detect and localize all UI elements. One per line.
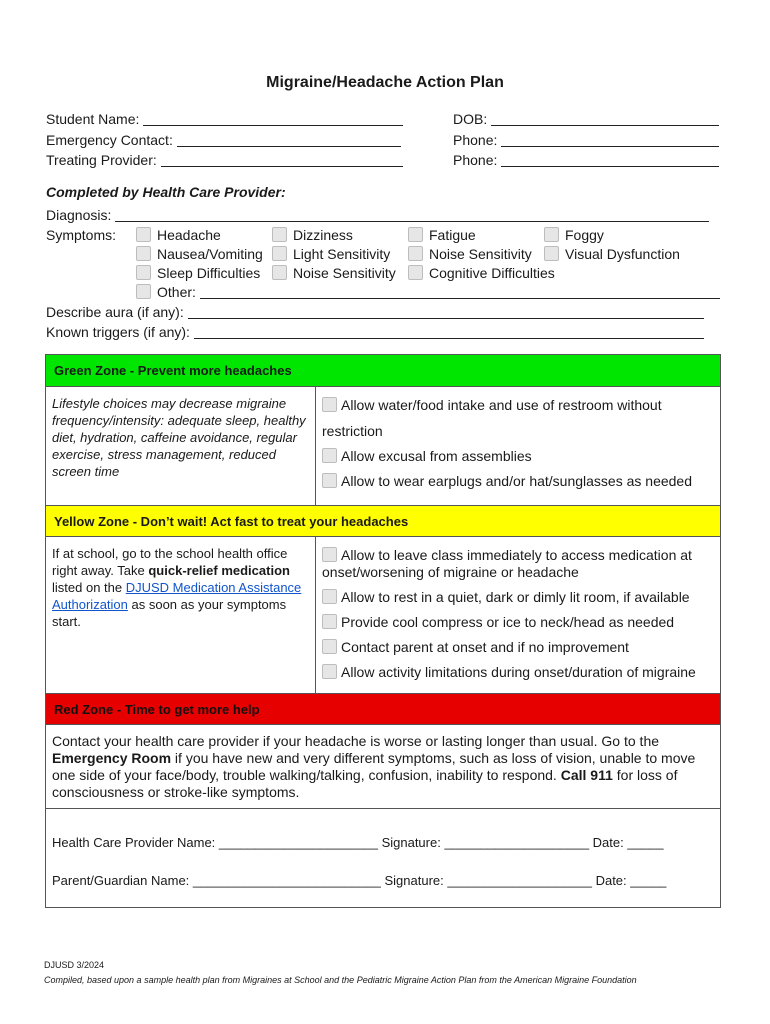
checkbox[interactable]	[272, 227, 287, 242]
checkbox[interactable]	[136, 265, 151, 280]
symptom-label: Cognitive Difficulties	[429, 265, 555, 281]
dob-line[interactable]	[491, 111, 719, 126]
checkbox[interactable]	[408, 265, 423, 280]
symptom-label: Sleep Difficulties	[157, 265, 261, 281]
checkbox[interactable]	[322, 448, 337, 463]
checkbox[interactable]	[408, 227, 423, 242]
aura-label: Describe aura (if any):	[46, 304, 184, 320]
checkbox[interactable]	[544, 227, 559, 242]
yellow-option-contact-parent[interactable]	[322, 639, 629, 655]
phone-field-1[interactable]	[453, 132, 719, 148]
checkbox[interactable]	[136, 284, 151, 299]
red-zone-text	[52, 733, 712, 801]
symptom-label: Noise Sensitivity	[293, 265, 396, 281]
symptom-foggy[interactable]	[544, 227, 604, 243]
yellow-zone-left-text	[46, 537, 316, 693]
symptoms-label: Symptoms:	[46, 227, 117, 243]
checkbox[interactable]	[322, 639, 337, 654]
symptom-label: Dizziness	[293, 227, 353, 243]
checkbox[interactable]	[136, 227, 151, 242]
checkbox[interactable]	[322, 589, 337, 604]
green-zone-left-text: Lifestyle choices may decrease migraine frequency/intensity: adequate sleep, healthy diet, hydration, caffeine avoidance, regular exercise, stress management, reduced screen time	[46, 387, 316, 505]
footer-code: DJUSD 3/2024	[44, 960, 105, 970]
symptom-light-sensitivity[interactable]	[272, 246, 390, 262]
emergency-contact-label: Emergency Contact:	[46, 132, 173, 148]
green-option-earplugs[interactable]	[322, 473, 692, 489]
aura-line[interactable]	[188, 304, 704, 319]
yellow-zone-options	[316, 537, 720, 693]
footer-credit: Compiled, based upon a sample health plan from Migraines at School and the Pediatric Migraine Action Plan from the American Migraine Foundation	[44, 975, 637, 985]
treating-provider-label: Treating Provider:	[46, 152, 157, 168]
checkbox[interactable]	[322, 473, 337, 488]
green-option-water-cont: restriction	[322, 423, 383, 439]
symptom-label: Light Sensitivity	[293, 246, 391, 262]
option-label: Allow to wear earplugs and/or hat/sunglasses as needed	[341, 473, 692, 489]
checkbox[interactable]	[322, 614, 337, 629]
symptom-label: Fatigue	[429, 227, 476, 243]
medication-authorization-link[interactable]: DJUSD Medication Assistance Authorization	[52, 580, 302, 612]
green-option-water[interactable]	[322, 397, 662, 413]
symptom-cognitive[interactable]	[408, 265, 555, 281]
symptom-other[interactable]	[136, 284, 720, 300]
phone-line-1[interactable]	[501, 132, 719, 147]
diagnosis-label: Diagnosis:	[46, 207, 112, 223]
symptom-visual-dysfunction[interactable]	[544, 246, 680, 262]
yellow-text-3: as soon as your symptoms start.	[52, 597, 287, 629]
student-name-field[interactable]	[46, 111, 403, 127]
checkbox[interactable]	[272, 265, 287, 280]
yellow-option-rest[interactable]	[322, 589, 690, 605]
yellow-text-2: listed on the	[52, 580, 126, 595]
symptom-fatigue[interactable]	[408, 227, 476, 243]
dob-field[interactable]	[453, 111, 719, 127]
checkbox[interactable]	[408, 246, 423, 261]
symptom-label: Headache	[157, 227, 221, 243]
checkbox[interactable]	[322, 547, 337, 562]
page-title: Migraine/Headache Action Plan	[266, 74, 504, 91]
provider-section-heading: Completed by Health Care Provider:	[46, 184, 286, 200]
red-zone-header: Red Zone - Time to get more help	[46, 693, 720, 725]
option-label: Allow activity limitations during onset/duration of migraine	[341, 664, 696, 680]
symptom-dizziness[interactable]	[272, 227, 353, 243]
red-text-2: if you have new and very different symptoms, such as loss of vision, unable to move one side of your face/body, trouble walking/talking, confusion, inability to respond.	[52, 750, 696, 783]
dob-label: DOB:	[453, 111, 488, 127]
option-label: Allow water/food intake and use of restroom without	[341, 397, 662, 413]
symptom-headache[interactable]	[136, 227, 221, 243]
signature-divider	[46, 808, 720, 809]
phone-label-2: Phone:	[453, 152, 498, 168]
yellow-option-activity[interactable]	[322, 664, 696, 680]
green-zone-options	[316, 387, 720, 505]
symptom-noise-sensitivity-1[interactable]	[408, 246, 532, 262]
yellow-option-leave-class[interactable]	[322, 547, 692, 563]
option-label: Allow excusal from assemblies	[341, 448, 532, 464]
checkbox[interactable]	[544, 246, 559, 261]
aura-field[interactable]	[46, 304, 704, 320]
triggers-line[interactable]	[194, 324, 704, 339]
student-name-line[interactable]	[143, 111, 403, 126]
parent-signature-row[interactable]: Parent/Guardian Name: __________________________ Signature: ____________________ Date: _____	[52, 873, 667, 888]
green-option-assemblies[interactable]	[322, 448, 532, 464]
diagnosis-line[interactable]	[115, 207, 709, 222]
student-name-label: Student Name:	[46, 111, 140, 127]
emergency-contact-line[interactable]	[177, 132, 401, 147]
treating-provider-field[interactable]	[46, 152, 403, 168]
treating-provider-line[interactable]	[161, 152, 403, 167]
yellow-zone-header: Yellow Zone - Don’t wait! Act fast to treat your headaches	[46, 505, 720, 537]
red-text-bold-1: Emergency Room	[52, 750, 172, 766]
yellow-option-compress[interactable]	[322, 614, 674, 630]
checkbox[interactable]	[322, 664, 337, 679]
red-text-1: Contact your health care provider if your headache is worse or lasting longer than usual. Go to the	[52, 733, 660, 749]
symptom-sleep[interactable]	[136, 265, 260, 281]
phone-label-1: Phone:	[453, 132, 498, 148]
checkbox[interactable]	[136, 246, 151, 261]
phone-line-2[interactable]	[501, 152, 719, 167]
provider-signature-row[interactable]: Health Care Provider Name: ______________________ Signature: ____________________ Date: _____	[52, 835, 664, 850]
yellow-text-1: If at school, go to the school health office right away. Take	[52, 546, 288, 578]
symptom-nausea[interactable]	[136, 246, 263, 262]
zones-table	[45, 354, 721, 908]
emergency-contact-field[interactable]	[46, 132, 401, 148]
symptom-label: Foggy	[565, 227, 604, 243]
option-label: Provide cool compress or ice to neck/head as needed	[341, 614, 675, 630]
phone-field-2[interactable]	[453, 152, 719, 168]
other-line[interactable]	[200, 284, 720, 299]
yellow-text-bold: quick-relief medication	[148, 563, 290, 578]
symptom-label: Other:	[157, 284, 196, 300]
green-zone-header: Green Zone - Prevent more headaches	[46, 355, 720, 387]
checkbox[interactable]	[322, 397, 337, 412]
triggers-label: Known triggers (if any):	[46, 324, 190, 340]
checkbox[interactable]	[272, 246, 287, 261]
option-label: Allow to rest in a quiet, dark or dimly lit room, if available	[341, 589, 690, 605]
option-label: Allow to leave class immediately to access medication at	[341, 547, 692, 563]
red-text-bold-2: Call 911	[560, 767, 613, 783]
yellow-option-leave-class-cont: onset/worsening of migraine or headache	[322, 564, 579, 580]
option-label: Contact parent at onset and if no improvement	[341, 639, 629, 655]
symptom-label: Noise Sensitivity	[429, 246, 532, 262]
symptom-label: Nausea/Vomiting	[157, 246, 263, 262]
triggers-field[interactable]	[46, 324, 704, 340]
symptom-label: Visual Dysfunction	[565, 246, 680, 262]
symptom-noise-sensitivity-2[interactable]	[272, 265, 396, 281]
diagnosis-field[interactable]	[46, 207, 709, 223]
red-text-3: for loss of consciousness or stroke-like symptoms.	[52, 767, 678, 800]
